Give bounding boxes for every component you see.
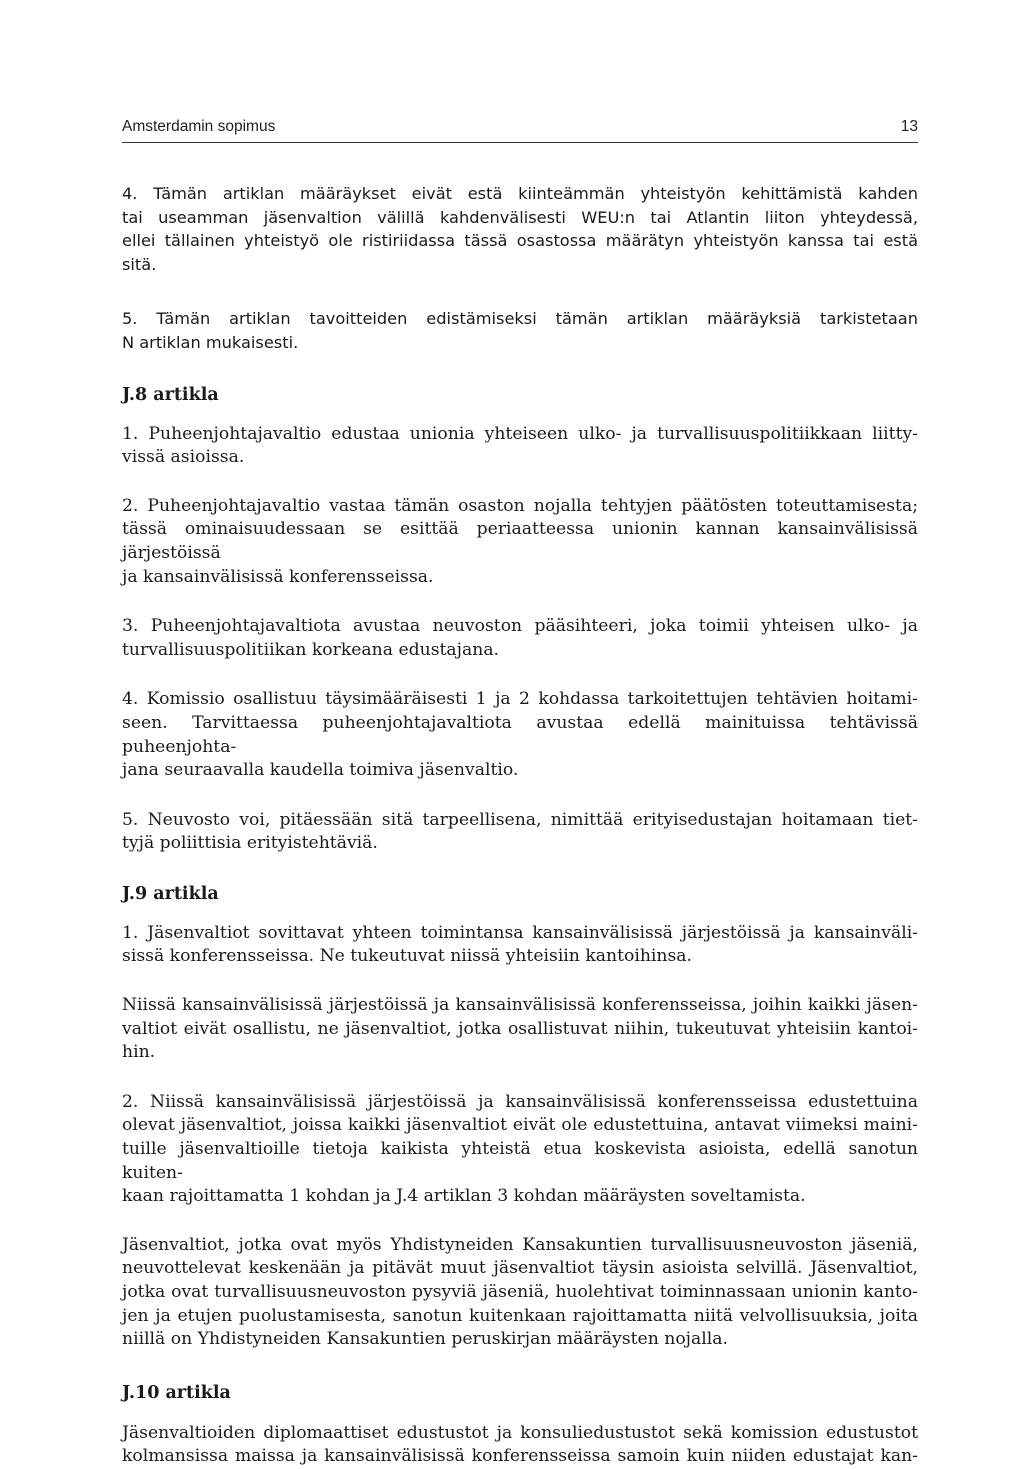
j8-paragraph-4: [122, 688, 918, 782]
text-line: olevat jäsenvaltiot, joissa kaikki jäsenvaltiot eivät ole edustettuina, antavat viimeksi maini-: [122, 1115, 918, 1136]
text-line: 2. Niissä kansainvälisissä järjestöissä ja kansainvälisissä konferensseissa edustettuina: [122, 1091, 918, 1112]
text-line: turvallisuuspolitiikan korkeana edustajana.: [122, 639, 500, 660]
text-line: 4. Komissio osallistuu täysimääräisesti 1 ja 2 kohdassa tarkoitettujen tehtävien hoitami-: [122, 689, 918, 710]
j9-paragraph-1-continued: [122, 994, 918, 1065]
text-line: niillä on Yhdistyneiden Kansakuntien peruskirjan määräysten nojalla.: [122, 1329, 728, 1350]
j9-paragraph-2: [122, 1091, 918, 1209]
text-line: 5. Neuvosto voi, pitäessään sitä tarpeellisena, nimittää erityisedustajan hoitamaan tiet-: [122, 809, 918, 830]
text-line: hin.: [122, 1042, 156, 1063]
j9-paragraph-1: [122, 922, 918, 969]
text-line: 2. Puheenjohtajavaltio vastaa tämän osaston nojalla tehtyjen päätösten toteuttamisesta;: [122, 495, 918, 516]
paragraph-4: [122, 182, 918, 276]
text-line: 4. Tämän artiklan määräykset eivät estä kiinteämmän yhteistyön kehittämistä kahden: [122, 184, 918, 203]
text-line: jen ja etujen puolustamisesta, sanotun kuitenkaan rajoittamatta niitä velvollisuuksia, joita: [122, 1305, 918, 1326]
document-body: [122, 176, 918, 1469]
j8-paragraph-5: [122, 809, 918, 856]
paragraph-5: [122, 307, 918, 354]
j8-paragraph-3: [122, 615, 918, 662]
j8-paragraph-1: [122, 423, 918, 470]
running-header: [122, 118, 918, 143]
text-line: ellei tällainen yhteistyö ole ristiriidassa tässä osastossa määrätyn yhteistyön kanssa tai estä: [122, 231, 918, 251]
j9-paragraph-2-continued: [122, 1234, 918, 1352]
text-line: sitä.: [122, 254, 157, 274]
text-line: ja kansainvälisissä konferensseissa.: [122, 566, 434, 587]
text-line: seen. Tarvittaessa puheenjohtajavaltiota avustaa edellä mainituissa tehtävissä puheenjohta-: [122, 712, 918, 757]
text-line: jotka ovat turvallisuusneuvoston pysyviä jäseniä, huolehtivat toiminnassaan unionin kanto-: [122, 1282, 918, 1302]
text-line: N artiklan mukaisesti.: [122, 332, 299, 352]
text-line: neuvottelevat keskenään ja pitävät muut jäsenvaltiot täysin asioista selvillä. Jäsenvaltiot,: [122, 1258, 918, 1279]
j8-paragraph-2: [122, 495, 918, 589]
text-line: Niissä kansainvälisissä järjestöissä ja kansainvälisissä konferensseissa, joihin kaikki jäsen-: [122, 995, 918, 1016]
text-line: 1. Puheenjohtajavaltio edustaa unionia yhteiseen ulko- ja turvallisuuspolitiikkaan liitty-: [122, 423, 918, 444]
article-heading-j9: J.9 artikla: [122, 883, 219, 904]
text-line: 1. Jäsenvaltiot sovittavat yhteen toimintansa kansainvälisissä järjestöissä ja kansainväli-: [122, 922, 918, 943]
j10-paragraph-1: [122, 1422, 918, 1469]
text-line: jana seuraavalla kaudella toimiva jäsenvaltio.: [122, 760, 519, 781]
text-line: tuille jäsenvaltioille tietoja kaikista yhteistä etua koskevista asioista, edellä sanotun kuiten-: [122, 1139, 918, 1183]
text-line: 3. Puheenjohtajavaltiota avustaa neuvoston pääsihteeri, joka toimii yhteisen ulko- ja: [122, 616, 918, 637]
text-line: sissä konferensseissa. Ne tukeutuvat niissä yhteisiin kantoihinsa.: [122, 946, 692, 967]
text-line: 5. Tämän artiklan tavoitteiden edistämiseksi tämän artiklan määräyksiä tarkistetaan: [122, 309, 918, 329]
text-line: tai useamman jäsenvaltion välillä kahdenvälisesti WEU:n tai Atlantin liiton yhteydessä,: [122, 207, 918, 227]
text-line: Jäsenvaltiot, jotka ovat myös Yhdistyneiden Kansakuntien turvallisuusneuvoston jäseniä,: [122, 1234, 918, 1255]
article-heading-j10: J.10 artikla: [122, 1382, 231, 1403]
text-line: Jäsenvaltioiden diplomaattiset edustustot ja konsuliedustustot sekä komission edustustot: [122, 1422, 918, 1443]
text-line: valtiot eivät osallistu, ne jäsenvaltiot, jotka osallistuvat niihin, tukeutuvat yhteisiin kantoi-: [122, 1018, 918, 1039]
text-line: tyjä poliittisia erityistehtäviä.: [122, 833, 378, 854]
text-line: tässä ominaisuudessaan se esittää periaatteessa unionin kannan kansainvälisissä järjestöissä: [122, 519, 918, 563]
text-line: kaan rajoittamatta 1 kohdan ja J.4 artiklan 3 kohdan määräysten soveltamista.: [122, 1186, 806, 1207]
article-heading-j8: J.8 artikla: [122, 384, 219, 405]
text-line: kolmansissa maissa ja kansainvälisissä konferensseissa samoin kuin niiden edustajat kan-: [122, 1446, 918, 1467]
header-title: Amsterdamin sopimus: [122, 118, 276, 135]
text-line: vissä asioissa.: [122, 447, 245, 468]
page-number: 13: [900, 118, 918, 135]
